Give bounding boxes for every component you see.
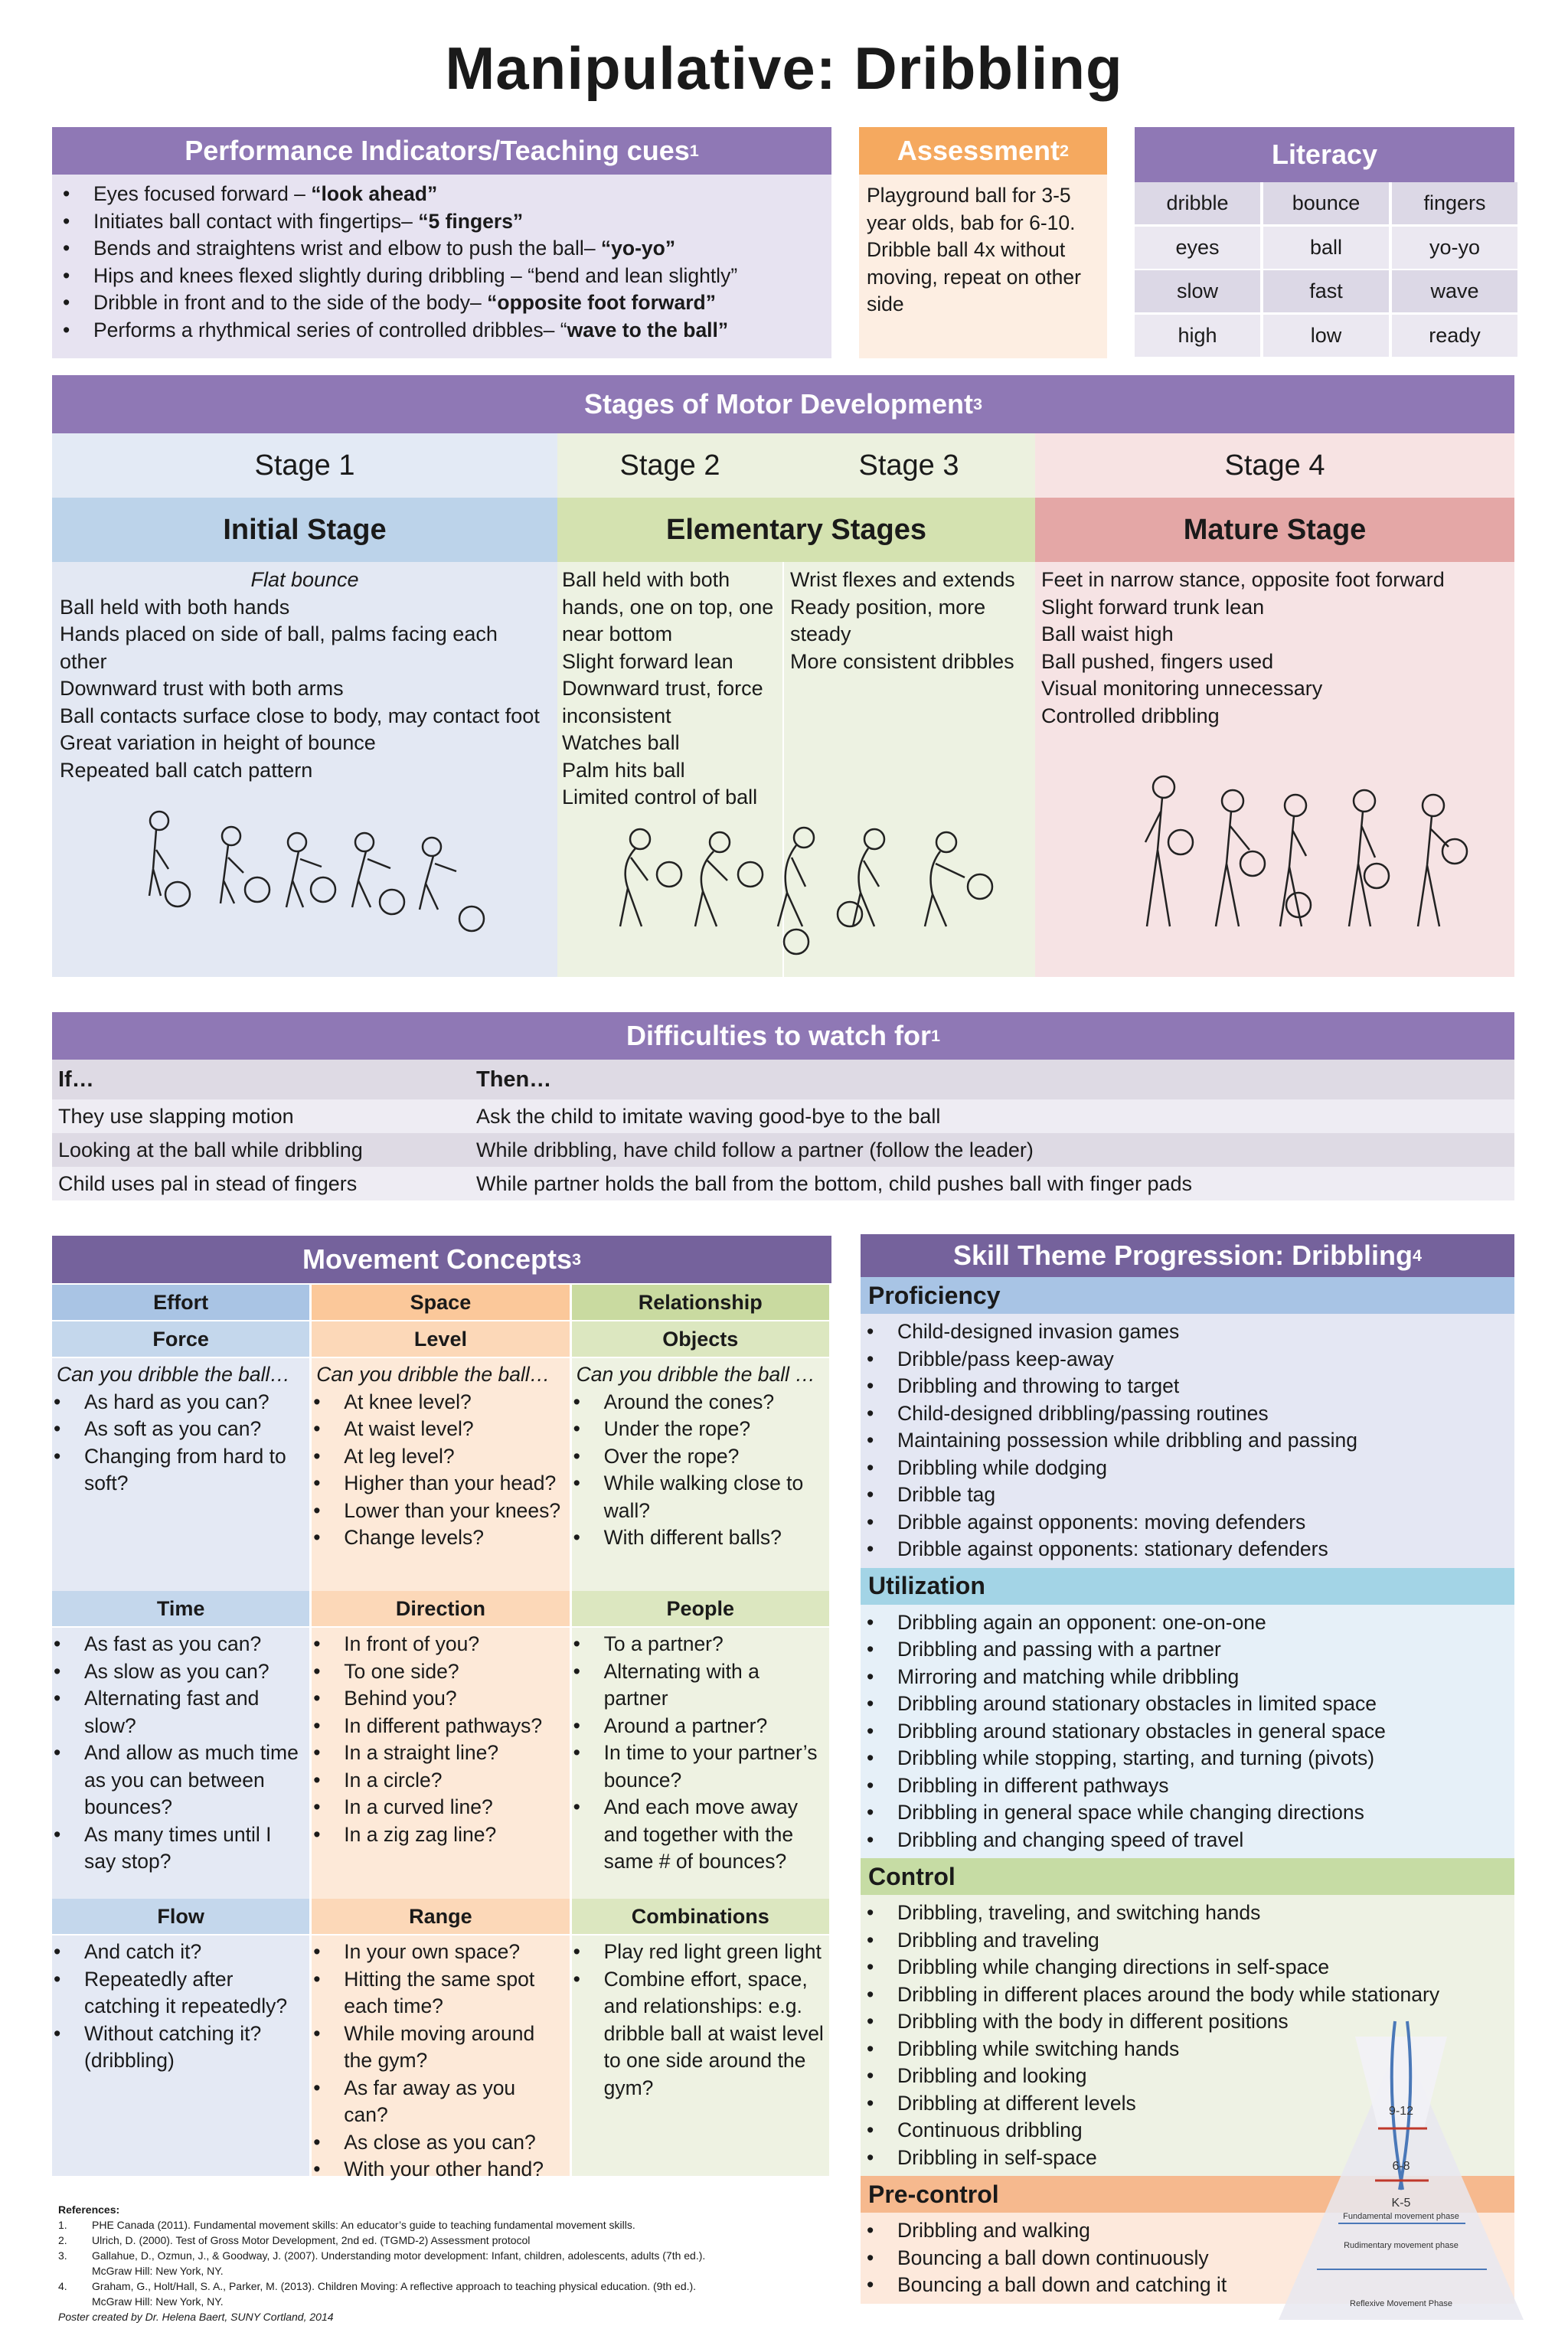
movement-cell — [52, 1936, 309, 2176]
movement-cell-item: • Around the cones? — [567, 1389, 825, 1416]
movement-cell-item: • Higher than your head? — [307, 1470, 564, 1498]
movement-cell-item: • In a zig zag line? — [307, 1821, 564, 1849]
stage-2-label: Stage 2 — [557, 433, 782, 498]
skill-item: • Mirroring and matching while dribbling — [861, 1664, 1514, 1691]
movement-cell-item: • Lower than your knees? — [307, 1498, 564, 1525]
stage-line: Repeated ball catch pattern — [60, 758, 313, 782]
reference-number: 3. — [58, 2249, 67, 2262]
pyramid-label-rudimentary: Rudimentary movement phase — [1344, 2241, 1459, 2250]
pyramid-label-reflexive: Reflexive Movement Phase — [1350, 2299, 1452, 2308]
reference-number: 1. — [58, 2219, 67, 2231]
difficulty-row — [52, 1099, 1514, 1133]
movement-cell-list — [47, 1631, 305, 1876]
pyramid-label-k-5: K-5 — [1391, 2197, 1411, 2210]
movement-cell — [52, 1628, 309, 1899]
stages-header-text: Stages of Motor Development — [583, 388, 974, 420]
page-title: Manipulative: Dribbling — [445, 34, 1123, 102]
movement-cell — [312, 1358, 569, 1591]
stage-line: Wrist flexes and extends — [790, 568, 1015, 591]
skill-item: • Bouncing a ball down and catching it — [861, 2272, 1514, 2299]
movement-category: Effort — [52, 1285, 309, 1320]
difficulty-if: Looking at the ball while dribbling — [58, 1138, 363, 1161]
skill-item: • Dribbling while stopping, starting, and turning (pivots) — [861, 1745, 1514, 1772]
movement-subheader: Force — [52, 1321, 309, 1357]
skill-item: • Dribbling while switching hands — [861, 2036, 1514, 2063]
movement-cell-item: • And each move away and together with the same # of bounces? — [567, 1794, 825, 1876]
performance-item — [57, 263, 827, 290]
reference-text: McGraw Hill: New York, NY. — [92, 2295, 224, 2308]
skill-item: • Dribbling and traveling — [861, 1927, 1514, 1955]
mature-figure-4 — [1349, 790, 1389, 926]
movement-cell-list — [307, 1389, 564, 1552]
reference-text: Graham, G., Holt/Hall, S. A., Parker, M. (2013). Children Moving: A reflective approach to teaching physical education. (9th ed.). — [92, 2280, 697, 2292]
movement-cell-list — [47, 1389, 305, 1498]
pyramid-label-6-8: 6-8 — [1392, 2160, 1410, 2173]
skill-level-list — [861, 1609, 1514, 1854]
stage-line: Downward trust, force — [562, 677, 763, 700]
performance-item-cue: “look ahead” — [311, 182, 438, 205]
stage-1-label: Stage 1 — [52, 433, 557, 498]
movement-cell-item: • Hitting the same spot each time? — [307, 1966, 564, 2020]
movement-header: Movement Concepts 3 — [52, 1236, 831, 1283]
stage-line: Ball waist high — [1041, 622, 1174, 645]
performance-item-cue: “yo-yo” — [600, 237, 676, 260]
elementary-figure-3 — [778, 828, 814, 954]
literacy-word: ball — [1263, 227, 1389, 269]
performance-item-text: Dribble in front and to the side of the body– — [93, 291, 488, 314]
mature-stage-figures — [1118, 766, 1470, 942]
movement-grid — [52, 1285, 831, 2179]
reference-text: Gallahue, D., Ozmun, J., & Goodway, J. (2007). Understanding motor development: Infant, children, adolescents, adults (7th ed.). — [92, 2249, 706, 2262]
movement-cell-lead: Can you dribble the ball … — [576, 1363, 815, 1386]
skill-item: • Dribbling, traveling, and switching hands — [861, 1900, 1514, 1927]
performance-item-text: Bends and straightens wrist and elbow to push the ball– — [93, 237, 601, 260]
performance-header-text: Performance Indicators/Teaching cues — [185, 135, 690, 166]
skill-level-name: Proficiency — [861, 1277, 1514, 1314]
skill-item: • Dribbling and throwing to target — [861, 1373, 1514, 1400]
movement-cell-list — [307, 1939, 564, 2184]
initial-figure-1 — [149, 812, 190, 906]
elementary-stage-name: Elementary Stages — [557, 498, 1035, 562]
elementary-figure-2 — [695, 832, 763, 926]
performance-item-cue: “opposite foot forward” — [487, 291, 716, 314]
skill-item: • Dribbling and looking — [861, 2063, 1514, 2090]
poster-credit: Poster created by Dr. Helena Baert, SUNY Cortland, 2014 — [58, 2311, 334, 2323]
skill-item: • Dribble against opponents: moving defenders — [861, 1509, 1514, 1537]
literacy-word: high — [1135, 315, 1260, 357]
movement-subheader: Range — [312, 1899, 569, 1934]
literacy-word: dribble — [1135, 182, 1260, 224]
movement-cell-item: • And catch it? — [47, 1939, 305, 1966]
elementary-col2 — [790, 567, 1029, 675]
skill-item: • Dribbling in self-space — [861, 2145, 1514, 2172]
movement-cell — [572, 1628, 829, 1899]
literacy-word: ready — [1392, 315, 1517, 357]
stage-line: Great variation in height of bounce — [60, 731, 376, 754]
movement-subheader: Combinations — [572, 1899, 829, 1934]
stage-line: Slight forward trunk lean — [1041, 595, 1265, 619]
skill-level-name: Utilization — [861, 1568, 1514, 1605]
movement-header-text: Movement Concepts — [302, 1243, 573, 1275]
stage-line: Ready position, more — [790, 595, 986, 619]
reference-number — [58, 2263, 92, 2278]
skill-item: • Dribble/pass keep-away — [861, 1346, 1514, 1374]
skill-header: Skill Theme Progression: Dribbling 4 — [861, 1234, 1514, 1277]
stages-header: Stages of Motor Development 3 — [52, 375, 1514, 433]
performance-item — [57, 289, 827, 317]
skill-item: • Dribbling again an opponent: one-on-one — [861, 1609, 1514, 1637]
movement-cell-item: • At waist level? — [307, 1416, 564, 1443]
movement-cell-item: • Play red light green light — [567, 1939, 825, 1966]
skill-item: • Dribble against opponents: stationary defenders — [861, 1536, 1514, 1563]
initial-figure-2 — [220, 827, 270, 903]
performance-header: Performance Indicators/Teaching cues 1 — [52, 127, 831, 175]
initial-figure-4 — [352, 833, 404, 914]
mature-figure-2 — [1216, 790, 1265, 926]
stage-line: Hands placed on side of ball, palms facing each other — [60, 622, 498, 673]
skill-item: • Dribbling and passing with a partner — [861, 1636, 1514, 1664]
reference-item — [58, 2233, 839, 2248]
movement-cell — [312, 1628, 569, 1899]
performance-item-text: Hips and knees flexed slightly during dribbling – “bend and lean slightly” — [93, 263, 738, 287]
movement-cell-item: • To a partner? — [567, 1631, 825, 1658]
movement-cell-item: • In time to your partner’s bounce? — [567, 1740, 825, 1794]
stage-line: Limited control of ball — [562, 786, 758, 808]
skill-item: • Dribbling and walking — [861, 2217, 1514, 2245]
movement-cell-item: • Changing from hard to soft? — [47, 1443, 305, 1498]
movement-cell-item: • Change levels? — [307, 1524, 564, 1552]
stage-3-label: Stage 3 — [782, 433, 1035, 498]
movement-cell-list — [47, 1939, 305, 2075]
literacy-word: fast — [1263, 270, 1389, 312]
stage-line: Palm hits ball — [562, 758, 685, 782]
literacy-word: fingers — [1392, 182, 1517, 224]
movement-subheader: Level — [312, 1321, 569, 1357]
movement-cell-item: • In different pathways? — [307, 1713, 564, 1740]
stage-line: Ball held with both hands — [60, 595, 290, 619]
movement-cell-item: • Alternating fast and slow? — [47, 1685, 305, 1740]
pyramid-label-fundamental: Fundamental movement phase — [1343, 2212, 1459, 2221]
skill-item: • Dribbling around stationary obstacles in limited space — [861, 1690, 1514, 1718]
movement-cell-list — [567, 1939, 825, 2102]
skill-level-body — [861, 1314, 1514, 1568]
reference-text: McGraw Hill: New York, NY. — [92, 2265, 224, 2277]
skill-item: • Dribbling while dodging — [861, 1455, 1514, 1482]
reference-item — [58, 2294, 839, 2309]
initial-lines — [60, 594, 550, 785]
pyramid-label-9-12: 9-12 — [1388, 2105, 1414, 2118]
movement-cell-item: • As soft as you can? — [47, 1416, 305, 1443]
mature-figure-5 — [1418, 795, 1467, 926]
literacy-word: yo-yo — [1392, 227, 1517, 269]
reference-number: 2. — [58, 2234, 67, 2246]
movement-cell-item: • At knee level? — [307, 1389, 564, 1416]
movement-cell-item: • As hard as you can? — [47, 1389, 305, 1416]
mature-figure-1 — [1145, 776, 1193, 926]
skill-item: • Child-designed invasion games — [861, 1318, 1514, 1346]
skill-item: • Dribbling at different levels — [861, 2090, 1514, 2118]
initial-stage-name: Initial Stage — [52, 498, 557, 562]
stage-line: Visual monitoring unnecessary — [1041, 677, 1323, 700]
stage-line: Ball pushed, fingers used — [1041, 649, 1274, 673]
difficulties-rows — [52, 1099, 1514, 1200]
elementary-figure-5 — [925, 832, 992, 926]
mature-figure-3 — [1280, 795, 1311, 926]
skill-item: • Child-designed dribbling/passing routines — [861, 1400, 1514, 1428]
performance-item — [57, 208, 827, 236]
movement-cell-item: • As many times until I say stop? — [47, 1821, 305, 1876]
references-label: References: — [58, 2203, 120, 2216]
performance-item-text: Initiates ball contact with fingertips– — [93, 209, 419, 233]
literacy-word: eyes — [1135, 227, 1260, 269]
movement-cell — [572, 1358, 829, 1591]
movement-cell-item: • While moving around the gym? — [307, 2020, 564, 2075]
difficulty-then: While partner holds the ball from the bottom, child pushes ball with finger pads — [476, 1171, 1192, 1195]
movement-phase-pyramid — [1271, 2006, 1531, 2328]
reference-number — [58, 2294, 92, 2309]
movement-subheader: Objects — [572, 1321, 829, 1357]
assessment-header-text: Assessment — [897, 135, 1060, 166]
movement-cell-item: • In a straight line? — [307, 1740, 564, 1767]
reference-item — [58, 2217, 839, 2233]
literacy-grid — [1135, 182, 1514, 358]
stage-line: Slight forward lean — [562, 649, 733, 673]
movement-cell — [52, 1358, 309, 1591]
movement-cell-item: • And allow as much time as you can between bounces? — [47, 1740, 305, 1821]
movement-cell-item: • Around a partner? — [567, 1713, 825, 1740]
skill-item: • Dribbling in different pathways — [861, 1772, 1514, 1800]
stage-line: near bottom — [562, 622, 673, 645]
literacy-word: wave — [1392, 270, 1517, 312]
difficulties-header-text: Difficulties to watch for — [626, 1020, 931, 1051]
skill-level — [861, 1277, 1514, 1568]
movement-cell-item: • Behind you? — [307, 1685, 564, 1713]
movement-subheader: People — [572, 1591, 829, 1626]
mature-stage-name: Mature Stage — [1035, 498, 1514, 562]
movement-category: Space — [312, 1285, 569, 1320]
stage-line: Ball contacts surface close to body, may contact foot — [60, 704, 540, 727]
stage-line: Ball held with both — [562, 568, 730, 591]
initial-figure-5 — [420, 838, 484, 931]
performance-item-cue: “5 fingers” — [418, 209, 524, 233]
performance-list — [57, 181, 827, 344]
skill-level-name: Control — [861, 1858, 1514, 1895]
skill-item: • Dribbling in general space while changing directions — [861, 1799, 1514, 1827]
difficulties-header: Difficulties to watch for 1 — [52, 1012, 1514, 1060]
difficulties-head-row — [52, 1060, 1514, 1099]
mature-lines — [1041, 567, 1508, 730]
movement-cell-item: • Without catching it? (dribbling) — [47, 2020, 305, 2075]
skill-level-list — [861, 1318, 1514, 1563]
reference-number: 4. — [58, 2280, 67, 2292]
performance-panel — [52, 175, 831, 358]
movement-cell-item: • As fast as you can? — [47, 1631, 305, 1658]
performance-item — [57, 235, 827, 263]
movement-cell-item: • Under the rope? — [567, 1416, 825, 1443]
movement-cell-item: • At leg level? — [307, 1443, 564, 1471]
difficulty-if: Child uses pal in stead of fingers — [58, 1171, 358, 1195]
skill-item: • Dribbling while changing directions in self-space — [861, 1954, 1514, 1981]
performance-item — [57, 317, 827, 345]
movement-cell-item: • In front of you? — [307, 1631, 564, 1658]
movement-subheader: Time — [52, 1591, 309, 1626]
movement-cell-item: • In a curved line? — [307, 1794, 564, 1821]
movement-cell — [572, 1936, 829, 2176]
elementary-col1 — [562, 567, 778, 812]
movement-cell — [312, 1936, 569, 2180]
stage-line: steady — [790, 622, 851, 645]
movement-cell-lead: Can you dribble the ball… — [57, 1363, 290, 1386]
reference-item — [58, 2248, 839, 2263]
movement-cell-item: • Repeatedly after catching it repeatedly? — [47, 1966, 305, 2020]
movement-cell-item: • In your own space? — [307, 1939, 564, 1966]
reference-text: Ulrich, D. (2000). Test of Gross Motor Development, 2nd ed. (TGMD-2) Assessment protocol — [92, 2234, 531, 2246]
elementary-figure-1 — [620, 829, 681, 926]
movement-subheader: Flow — [52, 1899, 309, 1934]
movement-category: Relationship — [572, 1285, 829, 1320]
movement-subheader: Direction — [312, 1591, 569, 1626]
skill-item: • Continuous dribbling — [861, 2117, 1514, 2145]
difficulties-if-header: If… — [58, 1067, 94, 1092]
literacy-word: bounce — [1263, 182, 1389, 224]
performance-item-cue: wave to the ball” — [567, 318, 729, 341]
assessment-text: Playground ball for 3-5 year olds, bab for 6-10. Dribble ball 4x without moving, repeat on other side — [859, 175, 1107, 358]
movement-cell-item: • In a circle? — [307, 1767, 564, 1795]
movement-cell-list — [567, 1631, 825, 1876]
initial-stage-figures — [122, 804, 505, 957]
movement-cell-list — [307, 1631, 564, 1848]
references-label-text: References — [58, 2203, 116, 2216]
references-list — [58, 2217, 839, 2309]
literacy-word: low — [1263, 315, 1389, 357]
difficulty-row — [52, 1133, 1514, 1167]
literacy-word: slow — [1135, 270, 1260, 312]
stage-line: Watches ball — [562, 731, 680, 754]
stage-line: More consistent dribbles — [790, 649, 1014, 673]
initial-subtitle: Flat bounce — [250, 568, 359, 591]
skill-header-text: Skill Theme Progression: Dribbling — [952, 1240, 1413, 1271]
skill-item: • Maintaining possession while dribbling and passing — [861, 1427, 1514, 1455]
skill-item: • Dribbling and changing speed of travel — [861, 1827, 1514, 1854]
elementary-stage-figures — [605, 819, 1003, 965]
stage-line: Downward trust with both arms — [60, 677, 344, 700]
difficulty-if: They use slapping motion — [58, 1104, 294, 1128]
skill-level-body — [861, 1605, 1514, 1859]
literacy-header: Literacy — [1135, 127, 1514, 182]
stage-line: inconsistent — [562, 704, 671, 727]
difficulties-then-header: Then… — [476, 1067, 552, 1092]
movement-cell-item: • While walking close to wall? — [567, 1470, 825, 1524]
movement-cell-lead: Can you dribble the ball… — [316, 1363, 550, 1386]
movement-cell-list — [567, 1389, 825, 1552]
skill-item: • Bouncing a ball down continuously — [861, 2245, 1514, 2272]
stage-line: Feet in narrow stance, opposite foot forward — [1041, 568, 1445, 591]
movement-cell-item: • As far away as you can? — [307, 2075, 564, 2129]
elementary-figure-4 — [838, 829, 884, 926]
performance-item — [57, 181, 827, 208]
references — [58, 2202, 839, 2324]
movement-cell-item: • As slow as you can? — [47, 1658, 305, 1686]
performance-item-text: Performs a rhythmical series of controlled dribbles– “ — [93, 318, 567, 341]
movement-cell-item: • Alternating with a partner — [567, 1658, 825, 1713]
stage-line: Controlled dribbling — [1041, 704, 1220, 727]
skill-level — [861, 1568, 1514, 1859]
stage-4-label: Stage 4 — [1035, 433, 1514, 498]
performance-item-text: Eyes focused forward – — [93, 182, 312, 205]
skill-item: • Dribbling in different places around the body while stationary — [861, 1981, 1514, 2009]
stage-line: hands, one on top, one — [562, 595, 774, 619]
movement-cell-item: • To one side? — [307, 1658, 564, 1686]
skill-item: • Dribbling with the body in different positions — [861, 2008, 1514, 2036]
movement-cell-item: • Over the rope? — [567, 1443, 825, 1471]
movement-cell-item: • Combine effort, space, and relationships: e.g. dribble ball at waist level to one side around the gym? — [567, 1966, 825, 2102]
difficulty-row — [52, 1167, 1514, 1200]
reference-item — [58, 2263, 839, 2278]
reference-item — [58, 2278, 839, 2294]
skill-item: • Dribble tag — [861, 1481, 1514, 1509]
movement-cell-item: • With different balls? — [567, 1524, 825, 1552]
initial-figure-3 — [286, 833, 335, 907]
skill-item: • Dribbling around stationary obstacles in general space — [861, 1718, 1514, 1746]
reference-text: PHE Canada (2011). Fundamental movement skills: An educator’s guide to teaching fundamental movement skills. — [92, 2219, 635, 2231]
movement-cell-item: • With your other hand? — [307, 2156, 564, 2184]
skill-level-name: Pre-control — [861, 2176, 1514, 2213]
difficulty-then: Ask the child to imitate waving good-bye to the ball — [476, 1104, 941, 1128]
movement-cell-item: • As close as you can? — [307, 2129, 564, 2157]
difficulty-then: While dribbling, have child follow a partner (follow the leader) — [476, 1138, 1034, 1161]
assessment-header: Assessment 2 — [859, 127, 1107, 175]
